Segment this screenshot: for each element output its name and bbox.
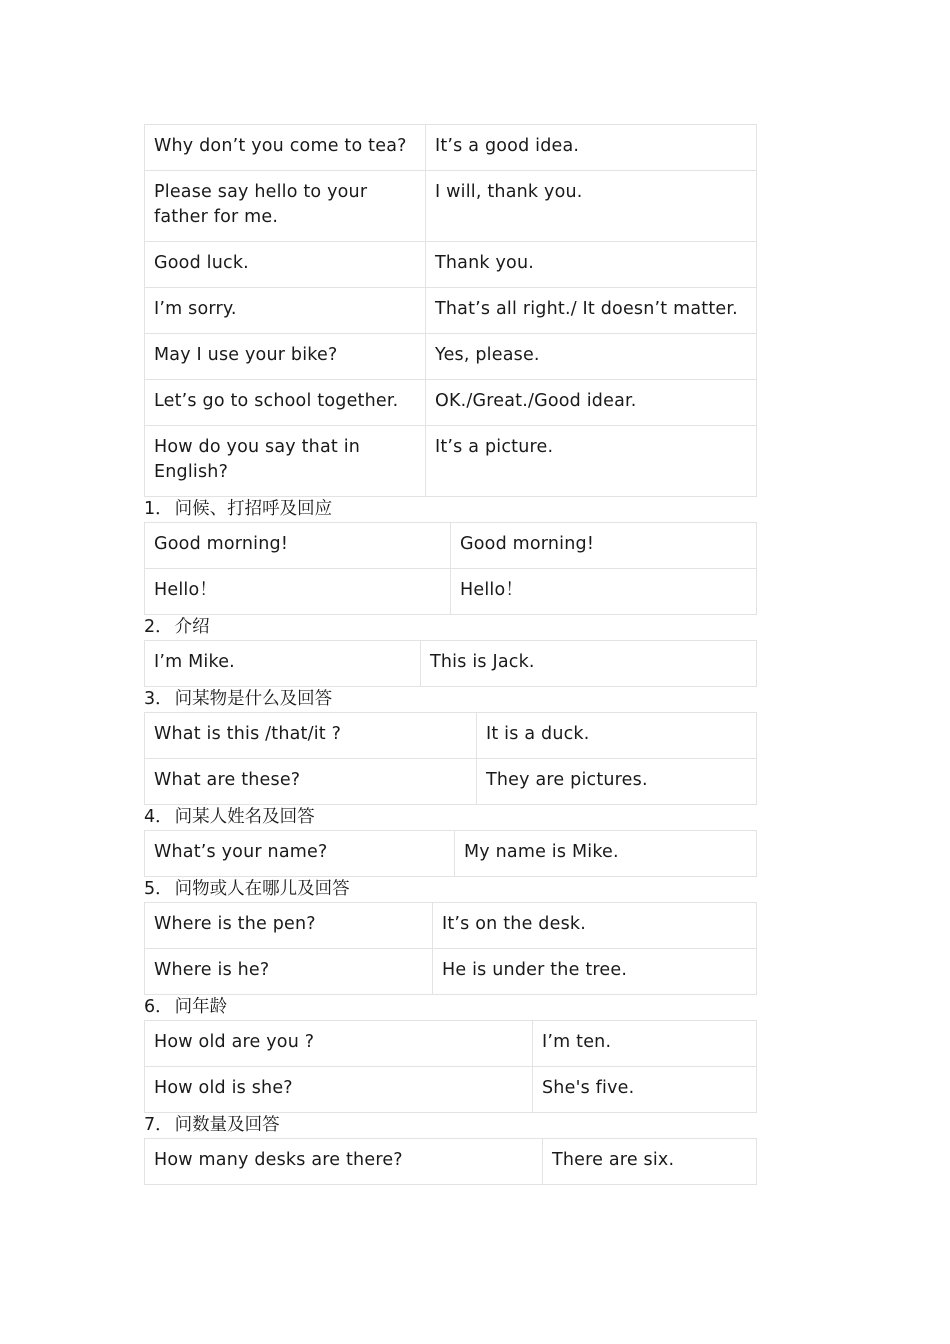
answer-cell: Good morning! xyxy=(451,523,757,569)
question-cell: What is this /that/it ? xyxy=(145,713,477,759)
table-row xyxy=(145,125,757,171)
section-table xyxy=(144,902,757,995)
question-cell: May I use your bike? xyxy=(145,334,426,380)
intro-table xyxy=(144,124,757,497)
table-row xyxy=(145,569,757,615)
table-row xyxy=(145,171,757,242)
answer-cell: I’m ten. xyxy=(533,1021,757,1067)
section-title: 问候、打招呼及回应 xyxy=(174,499,333,519)
question-cell: Let’s go to school together. xyxy=(145,380,426,426)
section-heading xyxy=(144,995,756,1020)
section-table xyxy=(144,522,757,615)
table-row xyxy=(145,1021,757,1067)
answer-cell: It’s a picture. xyxy=(426,426,757,497)
section-table xyxy=(144,830,757,877)
answer-cell: My name is Mike. xyxy=(455,831,757,877)
question-cell: How old are you ? xyxy=(145,1021,533,1067)
answer-cell: It’s on the desk. xyxy=(433,903,757,949)
section-title: 问物或人在哪儿及回答 xyxy=(174,879,350,899)
question-cell: How many desks are there? xyxy=(145,1139,543,1185)
section-heading xyxy=(144,1113,756,1138)
answer-cell: OK./Great./Good idear. xyxy=(426,380,757,426)
section-number: 6． xyxy=(144,997,173,1017)
section-heading xyxy=(144,615,756,640)
question-cell: Hello！ xyxy=(145,569,451,615)
table-row xyxy=(145,903,757,949)
table-row xyxy=(145,759,757,805)
answer-cell: There are six. xyxy=(543,1139,757,1185)
section-table xyxy=(144,1138,757,1185)
section-number: 1． xyxy=(144,499,173,519)
question-cell: Where is he? xyxy=(145,949,433,995)
answer-cell: It’s a good idea. xyxy=(426,125,757,171)
section-heading xyxy=(144,497,756,522)
section-heading xyxy=(144,805,756,830)
section-title: 问年龄 xyxy=(174,997,228,1017)
section-table xyxy=(144,1020,757,1113)
table-row xyxy=(145,288,757,334)
table-row xyxy=(145,334,757,380)
section-title: 问数量及回答 xyxy=(174,1115,280,1135)
section-heading xyxy=(144,877,756,902)
answer-cell: They are pictures. xyxy=(477,759,757,805)
section-title: 问某人姓名及回答 xyxy=(174,807,315,827)
question-cell: What’s your name? xyxy=(145,831,455,877)
section-title: 问某物是什么及回答 xyxy=(174,689,333,709)
answer-cell: It is a duck. xyxy=(477,713,757,759)
section-heading xyxy=(144,687,756,712)
section-number: 3． xyxy=(144,689,173,709)
answer-cell: Thank you. xyxy=(426,242,757,288)
answer-cell: This is Jack. xyxy=(421,641,757,687)
answer-cell: That’s all right./ It doesn’t matter. xyxy=(426,288,757,334)
table-row xyxy=(145,1067,757,1113)
answer-cell: I will, thank you. xyxy=(426,171,757,242)
section-number: 4． xyxy=(144,807,173,827)
answer-cell: Yes, please. xyxy=(426,334,757,380)
section-title: 介绍 xyxy=(174,617,210,637)
question-cell: Please say hello to your father for me. xyxy=(145,171,426,242)
table-row xyxy=(145,242,757,288)
question-cell: I’m Mike. xyxy=(145,641,421,687)
question-cell: I’m sorry. xyxy=(145,288,426,334)
question-cell: What are these? xyxy=(145,759,477,805)
table-row xyxy=(145,426,757,497)
section-number: 2． xyxy=(144,617,173,637)
section-number: 7． xyxy=(144,1115,173,1135)
document-page xyxy=(144,124,756,1185)
table-row xyxy=(145,380,757,426)
question-cell: Good luck. xyxy=(145,242,426,288)
question-cell: How old is she? xyxy=(145,1067,533,1113)
question-cell: Why don’t you come to tea? xyxy=(145,125,426,171)
section-table xyxy=(144,640,757,687)
table-row xyxy=(145,949,757,995)
question-cell: Good morning! xyxy=(145,523,451,569)
answer-cell: Hello！ xyxy=(451,569,757,615)
answer-cell: He is under the tree. xyxy=(433,949,757,995)
section-table xyxy=(144,712,757,805)
table-row xyxy=(145,523,757,569)
table-row xyxy=(145,1139,757,1185)
table-row xyxy=(145,641,757,687)
section-number: 5． xyxy=(144,879,173,899)
table-row xyxy=(145,831,757,877)
question-cell: How do you say that in English? xyxy=(145,426,426,497)
answer-cell: She's five. xyxy=(533,1067,757,1113)
table-row xyxy=(145,713,757,759)
question-cell: Where is the pen? xyxy=(145,903,433,949)
